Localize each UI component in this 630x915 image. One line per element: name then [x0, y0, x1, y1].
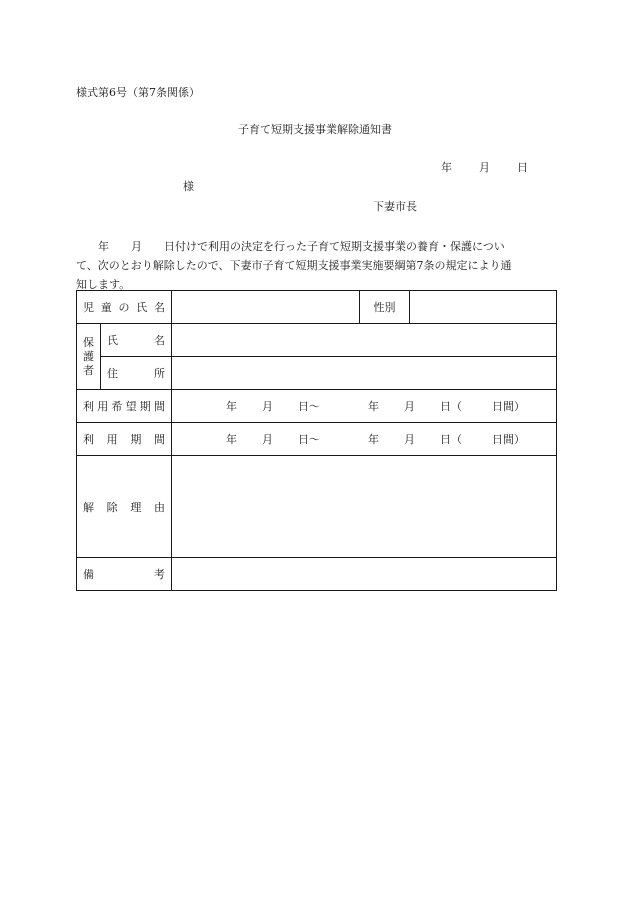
date-month-label: 月	[479, 161, 490, 174]
guardian-address-label: 住 所	[101, 357, 172, 390]
document-title: 子育て短期支援事業解除通知書	[238, 123, 392, 136]
requested-period-label: 利 用 希 望 期 間	[77, 390, 172, 423]
guardian-address-field[interactable]	[172, 357, 557, 390]
date-line	[441, 162, 528, 173]
body-line-2: て、次のとおり解除したので、下妻市子育て短期支援事業実施要綱第7条の規定により通	[76, 259, 512, 272]
guardian-name-row	[77, 324, 557, 357]
body-line-3: 知します。	[76, 278, 131, 291]
guardian-name-field[interactable]	[172, 324, 557, 357]
date-year-label: 年	[441, 161, 452, 174]
usage-period-field[interactable]: 年 月 日～ 年 月 日（ 日間）	[172, 423, 557, 456]
remarks-field[interactable]	[172, 558, 557, 591]
remarks-row	[77, 558, 557, 591]
reason-field[interactable]	[172, 456, 557, 558]
usage-period-row	[77, 423, 557, 456]
body-text	[76, 237, 556, 294]
guardian-name-label: 氏 名	[101, 324, 172, 357]
requested-period-field[interactable]: 年 月 日～ 年 月 日（ 日間）	[172, 390, 557, 423]
form-number-label: 様式第6号（第7条関係）	[76, 86, 200, 99]
date-day-label: 日	[517, 161, 528, 174]
remarks-label: 備 考	[77, 558, 172, 591]
guardian-label: 保 護 者	[77, 324, 101, 390]
gender-label: 性別	[360, 291, 410, 324]
notice-table	[76, 290, 557, 591]
addressee-honorific: 様	[183, 180, 194, 193]
child-name-field[interactable]	[172, 291, 360, 324]
usage-period-label: 利 用 期 間	[77, 423, 172, 456]
issuer-name: 下妻市長	[373, 200, 417, 213]
reason-label: 解 除 理 由	[77, 456, 172, 558]
guardian-address-row	[77, 357, 557, 390]
gender-field[interactable]	[410, 291, 557, 324]
reason-row	[77, 456, 557, 558]
body-line-1: 年 月 日付けで利用の決定を行った子育て短期支援事業の養育・保護につい	[76, 240, 505, 253]
child-name-label: 児 童 の 氏 名	[77, 291, 172, 324]
child-name-row	[77, 291, 557, 324]
requested-period-row	[77, 390, 557, 423]
